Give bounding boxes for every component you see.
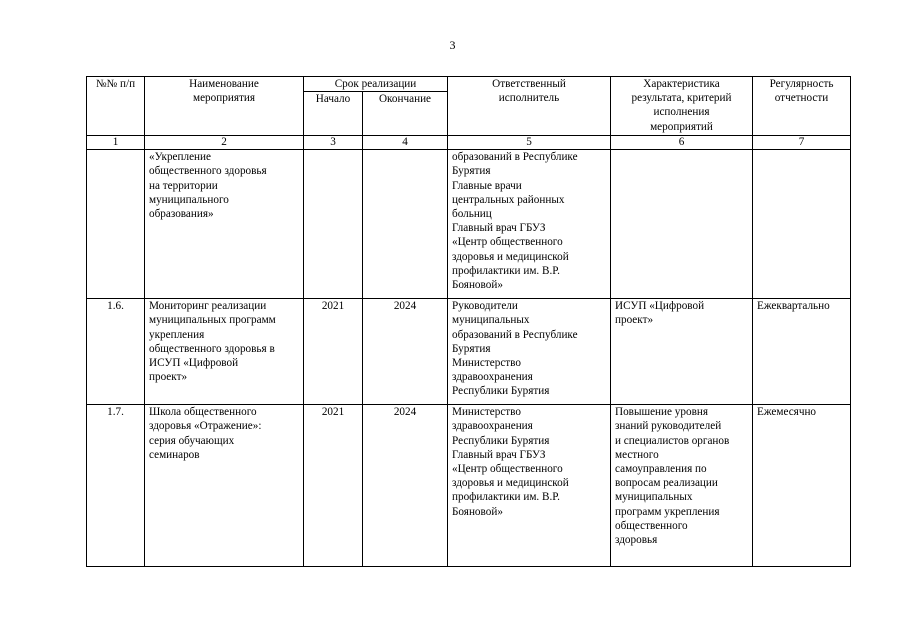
row-name: Школа общественного здоровья «Отражение»: серия обучающих семинаров	[145, 405, 304, 567]
row-reporting: Ежемесячно	[753, 405, 851, 567]
row-num: 1.6.	[87, 299, 145, 405]
row-responsible: Руководители муниципальных образований в Республике Бурятия Министерство здравоохранения Республики Бурятия	[448, 299, 611, 405]
column-number-row	[87, 136, 851, 150]
header-name: Наименование мероприятия	[145, 77, 304, 136]
row-end: 2024	[363, 405, 448, 567]
row-start: 2021	[304, 405, 363, 567]
table-row	[87, 405, 851, 567]
header-result: Характеристика результата, критерий исполнения мероприятий	[611, 77, 753, 136]
row-reporting	[753, 150, 851, 299]
table-row	[87, 150, 851, 299]
header-reporting: Регулярность отчетности	[753, 77, 851, 136]
row-start: 2021	[304, 299, 363, 405]
row-name: Мониторинг реализации муниципальных программ укрепления общественного здоровья в ИСУП «Цифровой проект»	[145, 299, 304, 405]
column-number: 1	[87, 136, 145, 150]
header-num: №№ п/п	[87, 77, 145, 136]
row-responsible: Министерство здравоохранения Республики Бурятия Главный врач ГБУЗ «Центр общественного здоровья и медицинской профилактики им. В.Р. Бояновой»	[448, 405, 611, 567]
header-period: Срок реализации	[304, 77, 448, 92]
header-responsible: Ответственный исполнитель	[448, 77, 611, 136]
row-result: ИСУП «Цифровой проект»	[611, 299, 753, 405]
header-row-1	[87, 77, 851, 92]
row-responsible: образований в Республике Бурятия Главные врачи центральных районных больниц Главный врач ГБУЗ «Центр общественного здоровья и медицинской профилактики им. В.Р. Бояновой»	[448, 150, 611, 299]
header-start: Начало	[304, 92, 363, 136]
row-reporting: Ежеквартально	[753, 299, 851, 405]
row-result: Повышение уровня знаний руководителей и специалистов органов местного самоуправления по вопросам реализации муниципальных программ укрепления общественного здоровья	[611, 405, 753, 567]
row-end	[363, 150, 448, 299]
row-end: 2024	[363, 299, 448, 405]
column-number: 4	[363, 136, 448, 150]
row-start	[304, 150, 363, 299]
column-number: 7	[753, 136, 851, 150]
column-number: 5	[448, 136, 611, 150]
row-num	[87, 150, 145, 299]
page-number: 3	[449, 38, 456, 52]
table-row	[87, 299, 851, 405]
column-number: 6	[611, 136, 753, 150]
row-num: 1.7.	[87, 405, 145, 567]
column-number: 3	[304, 136, 363, 150]
measures-table	[86, 76, 851, 567]
row-name: «Укрепление общественного здоровья на территории муниципального образования»	[145, 150, 304, 299]
row-result	[611, 150, 753, 299]
column-number: 2	[145, 136, 304, 150]
header-end: Окончание	[363, 92, 448, 136]
